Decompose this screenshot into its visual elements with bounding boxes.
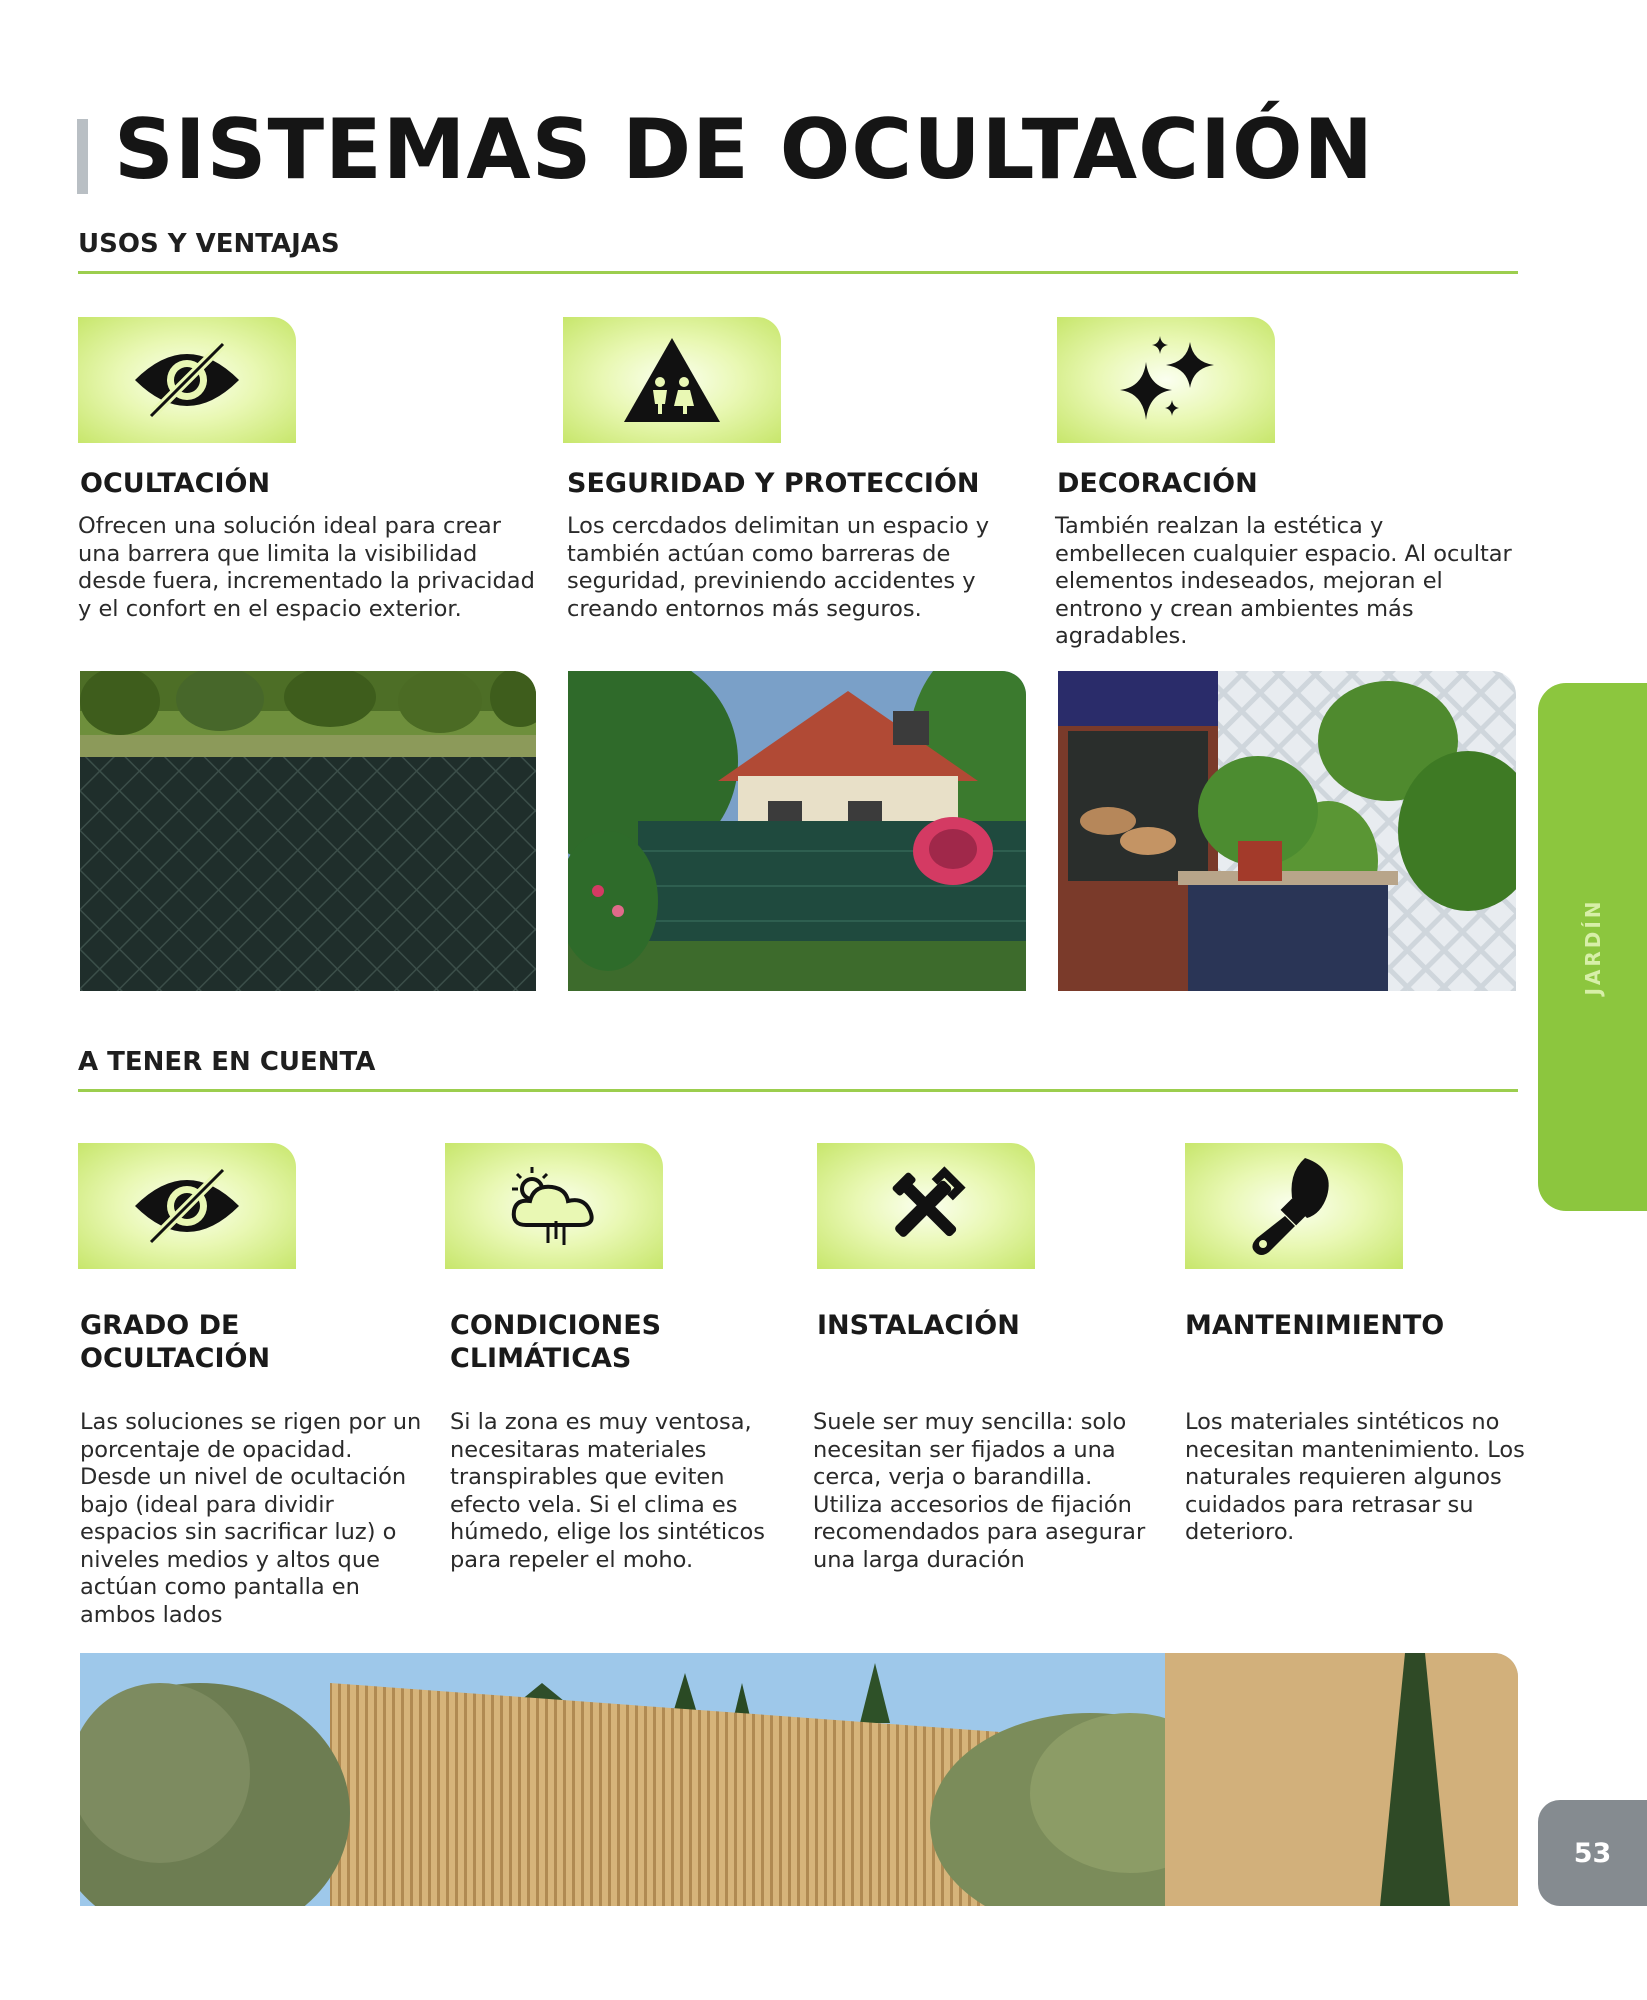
- card-title-decoracion: DECORACIÓN: [1057, 468, 1258, 499]
- section-divider: [78, 271, 1518, 274]
- icon-tile-seguridad: [563, 317, 781, 443]
- icon-tile-instalacion: [817, 1143, 1035, 1269]
- section-heading-usos: USOS Y VENTAJAS: [78, 229, 340, 259]
- card-text-grado: Las soluciones se rigen por un porcentaje de opacidad. Desde un nivel de ocultación bajo (ideal para dividir espacios sin sacrificar luz) o niveles medios y altos que actúan como pantalla en ambos lados: [80, 1409, 422, 1628]
- photo-house-garden-screen: [568, 671, 1026, 991]
- photo-bamboo-fence-garden: [80, 1653, 1518, 1906]
- section-heading-tener: A TENER EN CUENTA: [78, 1047, 376, 1077]
- icon-tile-mantenimiento: [1185, 1143, 1403, 1269]
- card-title-clima: CONDICIONES CLIMÁTICAS: [450, 1310, 662, 1374]
- card-title-instalacion: INSTALACIÓN: [817, 1310, 1020, 1341]
- icon-tile-ocultacion: [78, 317, 296, 443]
- paintbrush-icon: [1249, 1154, 1339, 1258]
- section-side-tab: [1538, 683, 1647, 1211]
- section-divider: [78, 1089, 1518, 1092]
- icon-tile-clima: [445, 1143, 663, 1269]
- side-tab-label: JARDÍN: [1580, 898, 1605, 996]
- children-warning-icon: [620, 334, 724, 426]
- card-text-clima: Si la zona es muy ventosa, necesitaras materiales transpirables que eviten efecto vela. Si el clima es húmedo, elige los sintéticos para repeler el moho.: [450, 1409, 765, 1573]
- tools-icon: [881, 1161, 971, 1251]
- photo-privacy-mesh-fence: [80, 671, 536, 991]
- card-text-decoracion: También realzan la estética y embellecen cualquier espacio. Al ocultar elementos indeseados, mejoran el entrono y crean ambientes más agradables.: [1055, 513, 1512, 649]
- card-title-seguridad: SEGURIDAD Y PROTECCIÓN: [567, 468, 980, 499]
- card-text-mantenimiento: Los materiales sintéticos no necesitan mantenimiento. Los naturales requieren algunos cuidados para retrasar su deterioro.: [1185, 1409, 1525, 1545]
- page-number: 53: [1573, 1837, 1612, 1869]
- title-accent-bar: [77, 119, 88, 194]
- card-title-ocultacion: OCULTACIÓN: [80, 468, 271, 499]
- card-title-mantenimiento: MANTENIMIENTO: [1185, 1310, 1445, 1341]
- card-title-grado: GRADO DE OCULTACIÓN: [80, 1310, 271, 1374]
- card-text-ocultacion: Ofrecen una solución ideal para crear una barrera que limita la visibilidad desde fuera, incrementado la privacidad y el confort en el espacio exterior.: [78, 513, 535, 622]
- icon-tile-grado: [78, 1143, 296, 1269]
- page-title: SISTEMAS DE OCULTACIÓN: [114, 101, 1374, 198]
- eye-slash-icon: [131, 340, 243, 420]
- weather-icon: [504, 1163, 604, 1249]
- card-text-seguridad: Los cercdados delimitan un espacio y también actúan como barreras de seguridad, previniendo accidentes y creando entornos más seguros.: [567, 513, 990, 622]
- photo-decor-ivy-trellis: [1058, 671, 1516, 991]
- card-text-instalacion: Suele ser muy sencilla: solo necesitan ser fijados a una cerca, verja o barandilla. Utiliza accesorios de fijación recomendados para asegurar una larga duración: [813, 1409, 1146, 1573]
- eye-slash-icon: [131, 1166, 243, 1246]
- sparkles-icon: [1110, 332, 1222, 428]
- page-number-tab: [1538, 1800, 1647, 1906]
- icon-tile-decoracion: [1057, 317, 1275, 443]
